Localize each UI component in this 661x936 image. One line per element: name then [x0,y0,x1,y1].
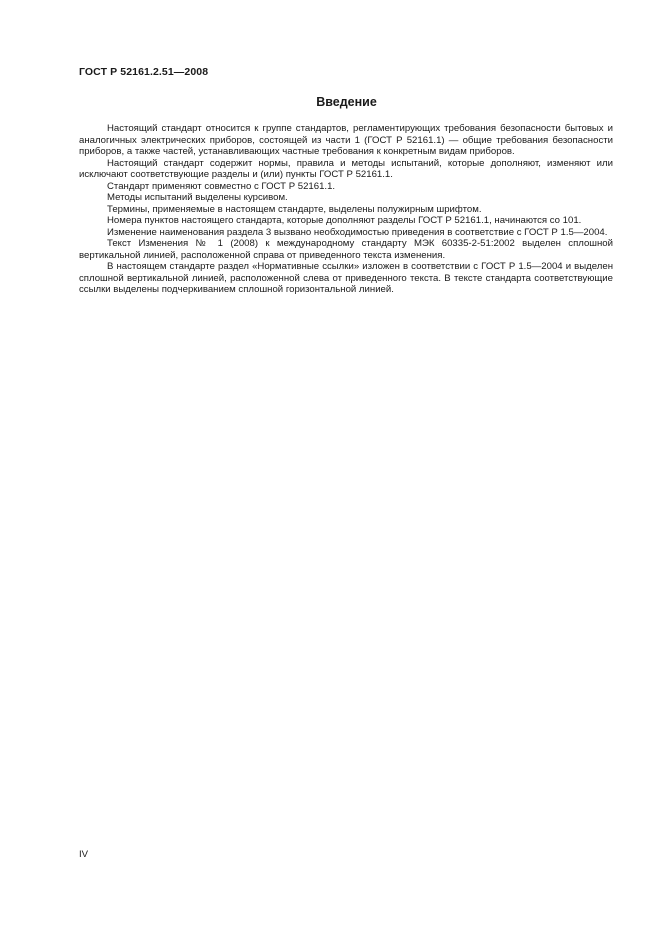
section-title: Введение [316,95,377,109]
paragraph: Изменение наименования раздела 3 вызвано необходимостью приведения в соответствие с ГОСТ Р 1.5—2004. [107,226,608,238]
paragraph: Номера пунктов настоящего стандарта, которые дополняют разделы ГОСТ Р 52161.1, начинаются со 101. [107,215,582,226]
paragraph: Методы испытаний выделены курсивом. [107,192,288,203]
body-text [79,123,613,296]
paragraph: Текст Изменения № 1 (2008) к международному стандарту МЭК 60335-2-51:2002 выделен сплошной вертикальной линией, расположенной справа от приведенного текста изменения. [79,238,613,261]
paragraph: Настоящий стандарт относится к группе стандартов, регламентирующих требования безопасности бытовых и аналогичных электрических приборов, состоящей из части 1 (ГОСТ Р 52161.1) — общие требования безопасности приборов, а также частей, устанавливающих частные требования к конкретным видам приборов. [79,123,613,157]
page-number: IV [79,849,89,860]
document-header: ГОСТ Р 52161.2.51—2008 [79,66,209,78]
paragraph: Настоящий стандарт содержит нормы, правила и методы испытаний, которые дополняют, изменяют или исключают соответствующие разделы и (или) пункты ГОСТ Р 52161.1. [79,157,613,180]
paragraph: Термины, применяемые в настоящем стандарте, выделены полужирным шрифтом. [107,203,482,215]
paragraph: В настоящем стандарте раздел «Нормативные ссылки» изложен в соответствии с ГОСТ Р 1.5—2004 и выделен сплошной вертикальной линией, расположенной слева от приведенного текста. В тексте стандарта соответствующие ссылки выделены подчеркиванием сплошной горизонтальной линией. [79,261,613,295]
paragraph: Стандарт применяют совместно с ГОСТ Р 52161.1. [107,180,336,192]
